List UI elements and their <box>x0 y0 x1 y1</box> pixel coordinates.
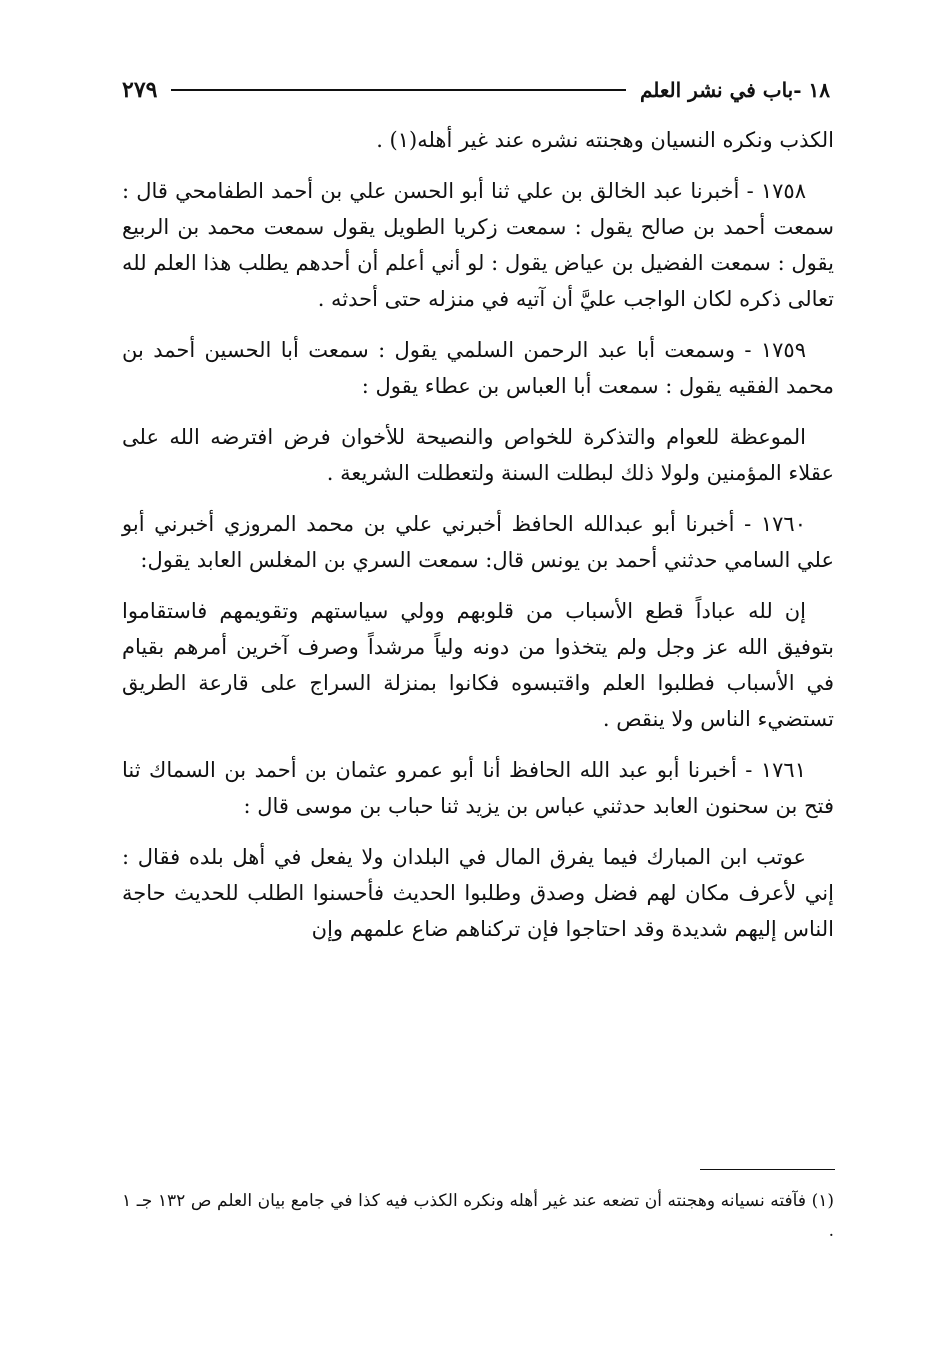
body-text <box>122 122 834 962</box>
paragraph-1759: ١٧٥٩ - وسمعت أبا عبد الرحمن السلمي يقول : سمعت أبا الحسين أحمد بن محمد الفقيه يقول : سمعت أبا العباس بن عطاء يقول : <box>122 338 834 398</box>
page-header <box>122 70 830 110</box>
footnote: (١) فآفته نسيانه وهجنته أن تضعه عند غير أهله ونكره الكذب فيه كذا في جامع بيان العلم ص ١٣٢ جـ ١ . <box>122 1191 834 1241</box>
page-number: ٢٧٩ <box>122 77 158 103</box>
paragraph-quote-1761: عوتب ابن المبارك فيما يفرق المال في البلدان ولا يفعل في أهل بلده فقال : إني لأعرف مكان لهم فضل وصدق وطلبوا الحديث فأحسنوا الطلب للحديث حاجة الناس إليهم شديدة وقد احتاجوا فإن تركناهم ضاع علمهم وإن <box>122 845 834 941</box>
paragraph-1760: ١٧٦٠ - أخبرنا أبو عبدالله الحافظ أخبرني علي بن محمد المروزي أخبرني أبو علي السامي حدثني أحمد بن يونس قال: سمعت السري بن المغلس العابد يقول: <box>122 512 834 572</box>
running-head: ١٨ -باب في نشر العلم <box>639 78 830 102</box>
paragraph-quote-1759: الموعظة للعوام والتذكرة للخواص والنصيحة للأخوان فرض افترضه الله على عقلاء المؤمنين ولولا ذلك لبطلت السنة ولتعطلت الشريعة . <box>122 425 834 485</box>
footnote-rule <box>700 1169 835 1170</box>
paragraph-quote-1760: إن لله عباداً قطع الأسباب من قلوبهم وولي سياستهم وتقويمهم فاستقاموا بتوفيق الله عز وجل ولم يتخذوا من دونه ولياً مرشداً وصرف آخرين أمرهم بقيام في الأسباب فطلبوا العلم واقتبسوه فكانوا بمنزلة السراج على قارعة الطريق تستضيء الناس ولا ينقص . <box>122 599 834 731</box>
paragraph-1761: ١٧٦١ - أخبرنا أبو عبد الله الحافظ أنا أبو عمرو عثمان بن أحمد بن السماك ثنا فتح بن سحنون العابد حدثني عباس بن يزيد ثنا حباب بن موسى قال : <box>122 758 834 818</box>
paragraph-continuation: الكذب ونكره النسيان وهجنته نشره عند غير أهله(١) . <box>376 128 834 152</box>
paragraph-1758: ١٧٥٨ - أخبرنا عبد الخالق بن علي ثنا أبو الحسن علي بن أحمد الطفامحي قال : سمعت أحمد بن صالح يقول : سمعت زكريا الطويل يقول سمعت محمد بن الربيع يقول : سمعت الفضيل بن عياض يقول : لو أني أعلم أن أحدهم يطلب هذا العلم لله تعالى ذكره لكان الواجب عليَّ أن آتيه في منزله حتى أحدثه . <box>122 179 834 311</box>
header-rule <box>171 89 626 91</box>
